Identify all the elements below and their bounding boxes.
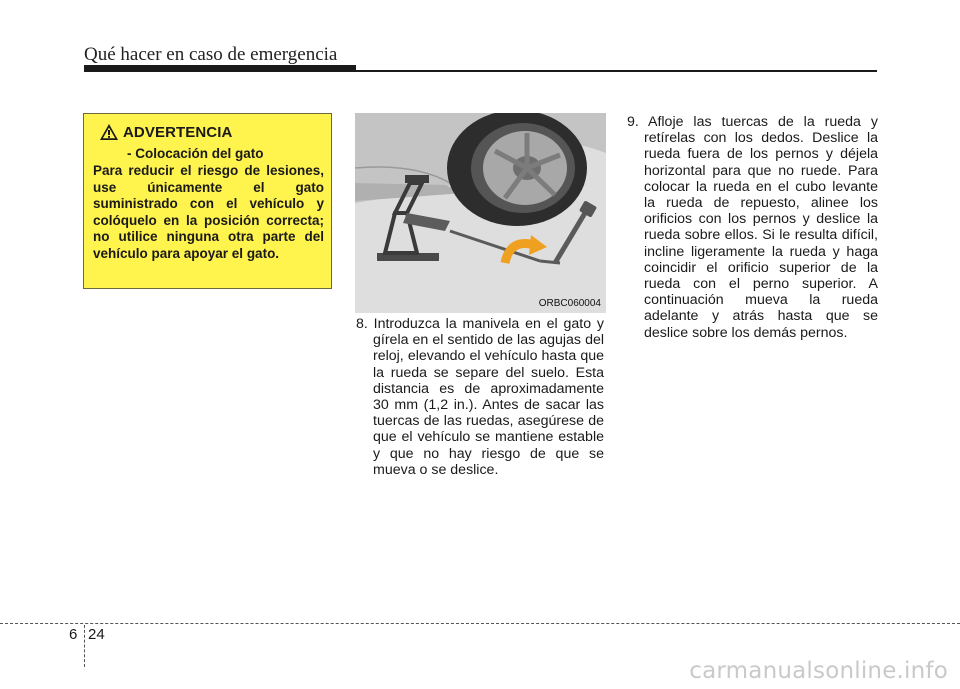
step-text: Afloje las tuercas de la rueda y retírelas con los dedos. Deslice la rueda fuera de los pernos y déjela horizontal para que no ruede. Para colocar la rueda en el cubo levante la rueda de repuesto, alinee los orificios con los pernos y deslice la rueda sobre ellos. Si le resulta difícil, incline ligeramente la rueda y haga coincidir el orificio superior de la rueda con el perno superior. A continuación mueva la rueda adelante y atrás hasta que se deslice sobre los demás pernos. [644,114,878,341]
warning-heading [99,123,324,141]
page-header-title: Qué hacer en caso de emergencia [84,44,338,65]
jack-illustration [355,113,606,313]
warning-subtitle: - Colocación del gato [127,146,264,161]
page-number: 24 [88,626,105,643]
car-jack-diagram-icon [355,113,606,313]
footer-rule [0,623,960,624]
step-text: Introduzca la manivela en el gato y gírela en el sentido de las agujas del reloj, elevando el vehículo hasta que la rueda se separe del suelo. Esta distancia es de aproximadamente 30 mm (1,2 in.). Antes de sacar las tuercas de las ruedas, asegúrese de que el vehículo se mantiene estable y que no hay riesgo de que se mueva o se deslice. [373,316,604,478]
footer-divider [84,625,85,667]
step-number: 9. [627,114,639,130]
watermark-link[interactable]: carmanualsonline.info [689,658,948,684]
header-rule [84,70,877,72]
chapter-number: 6 [69,626,78,643]
step-8 [356,316,604,478]
warning-body: Para reducir el riesgo de lesiones, use únicamente el gato suministrado con el vehículo y colóquelo en la posición correcta; no utilice ninguna otra parte del vehículo para apoyar el gato. [93,163,324,261]
step-number: 8. [356,316,368,332]
figure-code: ORBC060004 [538,298,601,309]
step-9 [627,114,878,341]
warning-triangle-icon [99,123,119,141]
warning-title: ADVERTENCIA [123,123,233,141]
warning-box [83,113,332,289]
